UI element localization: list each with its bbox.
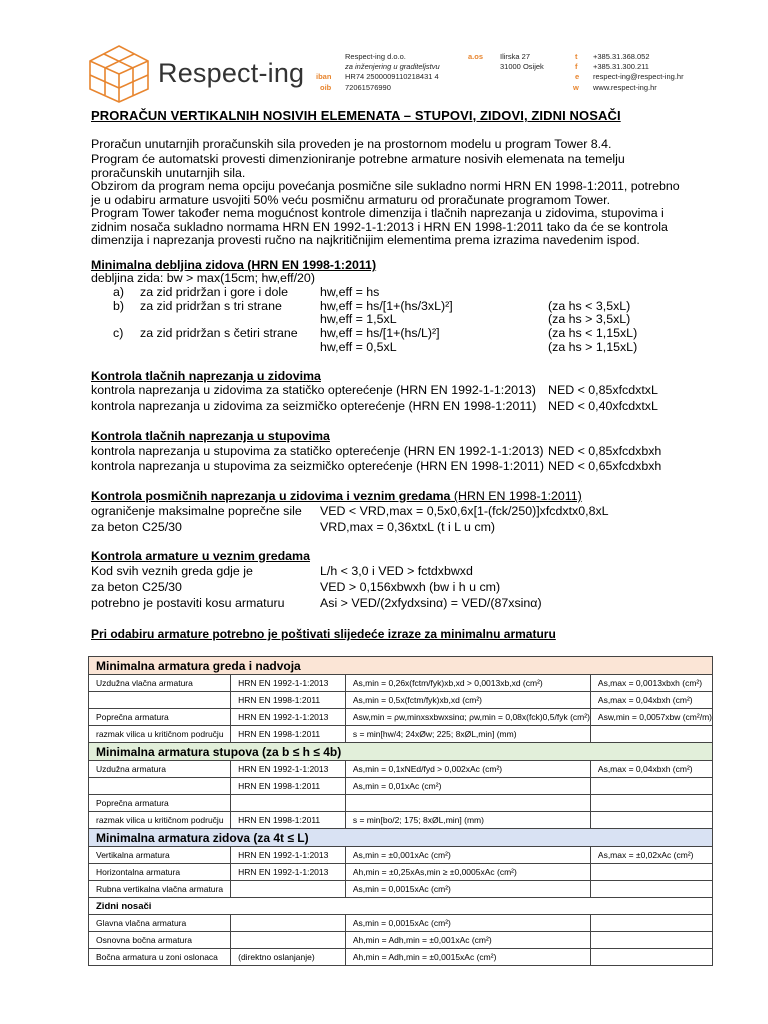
formula-cell: As,min = 0,0015xAc (cm²) [345,881,590,898]
page-title: PRORAČUN VERTIKALNIH NOSIVIH ELEMENATA – STUPOVI, ZIDOVI, ZIDNI NOSAČI [91,108,621,123]
table-row [89,726,713,743]
formula-cell: As,min = 0,1xNEd/fyd > 0,002xAc (cm²) [345,761,590,778]
table-section-header [89,829,713,847]
fax-label: f [575,62,578,71]
coupling-row-formula: L/h < 3,0 i VED > fctdxbwxd [320,564,473,578]
wt-row-label: c) [113,326,124,340]
element-cell: Osnovna bočna armatura [89,932,231,949]
max-cell [590,778,712,795]
table-row [89,692,713,709]
table-intro: Pri odabiru armature potrebno je poštivati slijedeće izraze za minimalnu armaturu [91,627,556,641]
max-cell: As,max = 0,04xbxh (cm²) [590,761,712,778]
wt-row-cond: (za hs < 3,5xL) [548,299,631,313]
norm-cell [231,915,346,932]
address-label: a.os [468,52,484,61]
wall-thickness-heading: Minimalna debljina zidova (HRN EN 1998-1:2011) [91,258,377,272]
wt-row-formula: hw,eff = hs [320,285,380,299]
shear-heading-main: Kontrola posmičnih naprezanja u zidovima i veznim gredama [91,489,451,503]
table-row [89,675,713,692]
element-cell: Glavna vlačna armatura [89,915,231,932]
norm-cell [231,932,346,949]
max-cell: Asw,min = 0,0057xbw (cm²/m) [590,709,712,726]
table-row [89,795,713,812]
table-row [89,847,713,864]
element-cell: Uzdužna vlačna armatura [89,675,231,692]
formula-cell: As,min = 0,5x(fctm/fyk)xb,xd (cm²) [345,692,590,709]
company-name: Respect-ing d.o.o. [345,52,406,61]
section-label: Minimalna armatura greda i nadvoja [89,657,713,675]
element-cell: Uzdužna armatura [89,761,231,778]
wt-row-label: a) [113,285,125,299]
formula-cell: As,min = 0,26x(fctm/fyk)xb,xd > 0,0013xb,xd (cm²) [345,675,590,692]
formula-cell: As,min = 0,0015xAc (cm²) [345,915,590,932]
shear-row-text: ograničenje maksimalne poprečne sile [91,504,302,518]
coupling-row-text: za beton C25/30 [91,580,182,594]
shear-row-formula: VRD,max = 0,36xtxL (t i L u cm) [320,520,496,534]
cc-row-formula: NED < 0,85xfcdxbxh [548,444,662,458]
table-row [89,932,713,949]
element-cell: Poprečna armatura [89,795,231,812]
element-cell: razmak vilica u kritičnom području [89,812,231,829]
element-cell [89,778,231,795]
wt-row-formula: hw,eff = 1,5xL [320,312,397,326]
wall-thickness-formula: debljina zida: bw > max(15cm; hw,eff/20) [91,271,315,285]
company-tagline: za inženjering u graditeljstvu [345,62,440,71]
shear-row-text: za beton C25/30 [91,520,182,534]
web-value: www.respect-ing.hr [593,83,657,92]
formula-cell [345,795,590,812]
oib-value: 72061576990 [345,83,391,92]
wc-row-text: kontrola naprezanja u zidovima za statičko opterećenje (HRN EN 1992-1-1:2013) [91,383,536,397]
wc-row-formula: NED < 0,85xfcdxtxL [548,383,658,397]
column-compression-heading: Kontrola tlačnih naprezanja u stupovima [91,429,330,443]
element-cell [89,692,231,709]
shear-heading [91,489,582,503]
norm-cell: HRN EN 1998-1:2011 [231,812,346,829]
table-row [89,949,713,966]
table-row [89,761,713,778]
table-subsection-header [89,898,713,915]
max-cell [590,812,712,829]
norm-cell: HRN EN 1998-1:2011 [231,726,346,743]
web-label: w [573,83,579,92]
intro-paragraph-4: Program Tower također nema mogućnost kontrole dimenzija i tlačnih naprezanja u zidovima, stupovima i zidnim nosača sukladno normama HRN EN 1992-1-1:2013 i HRN EN 1998-1:2011 tako da će se kontrola dimenzija i naprezanja provesti ručno na najkritičnijim elementima prema izrazima navedenim ispod. [91,206,668,247]
address-street: Ilirska 27 [500,52,531,61]
wt-row-cond: (za hs > 1,15xL) [548,340,638,354]
norm-cell: HRN EN 1998-1:2011 [231,692,346,709]
max-cell [590,881,712,898]
wt-row-cond: (za hs < 1,15xL) [548,326,638,340]
intro-paragraph-1: Proračun unutarnjih proračunskih sila proveden je na prostornom modelu u program Tower 8.4. [91,137,612,151]
table-row [89,709,713,726]
wt-row-text: za zid pridržan i gore i dole [140,285,289,299]
phone-value: +385.31.368.052 [593,52,650,61]
fax-value: +385.31.300.211 [593,62,649,71]
element-cell: Poprečna armatura [89,709,231,726]
element-cell: Vertikalna armatura [89,847,231,864]
email-value: respect-ing@respect-ing.hr [593,72,684,81]
max-cell: As,max = 0,04xbxh (cm²) [590,692,712,709]
norm-cell: HRN EN 1992-1-1:2013 [231,709,346,726]
cc-row-formula: NED < 0,65xfcdxbxh [548,459,662,473]
coupling-row-formula: VED > 0,156xbwxh (bw i h u cm) [320,580,501,594]
intro-paragraph-3: Obzirom da program nema opciju povećanja posmične sile sukladno normi HRN EN 1998-1:2011, potrebno je u odabiru armature usvojiti 50% veću posmičnu armaturu od proračunate programom Tower. [91,179,680,207]
max-cell: As,max = ±0,02xAc (cm²) [590,847,712,864]
max-cell [590,949,712,966]
formula-cell: Asw,min = ρw,minxsxbwxsinα; ρw,min = 0,08x(fck)0,5/fyk (cm²) [345,709,590,726]
table-row [89,881,713,898]
norm-cell [231,881,346,898]
coupling-heading: Kontrola armature u veznim gredama [91,549,310,563]
table-section-header [89,743,713,761]
max-cell [590,864,712,881]
section-label: Zidni nosači [89,898,713,915]
brand-name: Respect-ing [158,58,305,88]
max-cell [590,795,712,812]
wc-row-formula: NED < 0,40xfcdxtxL [548,399,658,413]
coupling-row-text: Kod svih veznih greda gdje je [91,564,253,578]
wt-row-text: za zid pridržan s četiri strane [140,326,298,340]
formula-cell: As,min = 0,01xAc (cm²) [345,778,590,795]
wt-row-formula: hw,eff = 0,5xL [320,340,397,354]
wall-compression-heading: Kontrola tlačnih naprezanja u zidovima [91,369,321,383]
wt-row-formula: hw,eff = hs/[1+(hs/L)²] [320,326,440,340]
phone-label: t [575,52,578,61]
coupling-row-formula: Asi > VED/(2xfydxsinα) = VED/(87xsinα) [320,596,542,610]
email-label: e [575,72,580,81]
max-cell [590,932,712,949]
cc-row-text: kontrola naprezanja u stupovima za seizmičko opterećenje (HRN EN 1998-1:2011) [91,459,544,473]
wt-row-formula: hw,eff = hs/[1+(hs/3xL)²] [320,299,453,313]
formula-cell: s = min[bo/2; 175; 8xØL,min] (mm) [345,812,590,829]
table-row [89,915,713,932]
section-label: Minimalna armatura zidova (za 4t ≤ L) [89,829,713,847]
element-cell: Horizontalna armatura [89,864,231,881]
formula-cell: Ah,min = Adh,min = ±0,001xAc (cm²) [345,932,590,949]
oib-label: oib [320,83,332,92]
cc-row-text: kontrola naprezanja u stupovima za statičko opterećenje (HRN EN 1992-1-1:2013) [91,444,544,458]
norm-cell: HRN EN 1992-1-1:2013 [231,864,346,881]
max-cell: As,max = 0,0013xbxh (cm²) [590,675,712,692]
table-row [89,778,713,795]
element-cell: razmak vilica u kritičnom području [89,726,231,743]
formula-cell: s = min[hw/4; 24xØw; 225; 8xØL,min] (mm) [345,726,590,743]
element-cell: Bočna armatura u zoni oslonaca [89,949,231,966]
iban-label: iban [316,72,332,81]
wt-row-cond: (za hs > 3,5xL) [548,312,631,326]
section-label: Minimalna armatura stupova (za b ≤ h ≤ 4b) [89,743,713,761]
shear-row-formula: VED < VRD,max = 0,5x0,6x[1-(fck/250)]xfcdxtx0,8xL [320,504,609,518]
iban-value: HR74 2500009110218431 4 [345,72,439,81]
wt-row-text: za zid pridržan s tri strane [140,299,282,313]
norm-cell: HRN EN 1992-1-1:2013 [231,761,346,778]
formula-cell: As,min = ±0,001xAc (cm²) [345,847,590,864]
norm-cell: HRN EN 1992-1-1:2013 [231,847,346,864]
table-row [89,864,713,881]
coupling-row-text: potrebno je postaviti kosu armaturu [91,596,285,610]
norm-cell [231,795,346,812]
shear-heading-norm: (HRN EN 1998-1:2011) [450,489,582,503]
formula-cell: Ah,min = Adh,min = ±0,0015xAc (cm²) [345,949,590,966]
table-row [89,812,713,829]
min-reinforcement-table [88,656,713,966]
max-cell [590,726,712,743]
formula-cell: Ah,min = ±0,25xAs,min ≥ ±0,0005xAc (cm²) [345,864,590,881]
intro-paragraph-2: Program će automatski provesti dimenzioniranje potrebne armature nosivih elemenata na temelju proračunskih unutarnjih sila. [91,152,625,180]
norm-cell: (direktno oslanjanje) [231,949,346,966]
max-cell [590,915,712,932]
table-section-header [89,657,713,675]
logo-cube-icon [88,44,150,104]
wt-row-label: b) [113,299,125,313]
address-city: 31000 Osijek [500,62,544,71]
norm-cell: HRN EN 1992-1-1:2013 [231,675,346,692]
norm-cell: HRN EN 1998-1:2011 [231,778,346,795]
element-cell: Rubna vertikalna vlačna armatura [89,881,231,898]
wc-row-text: kontrola naprezanja u zidovima za seizmičko opterećenje (HRN EN 1998-1:2011) [91,399,537,413]
